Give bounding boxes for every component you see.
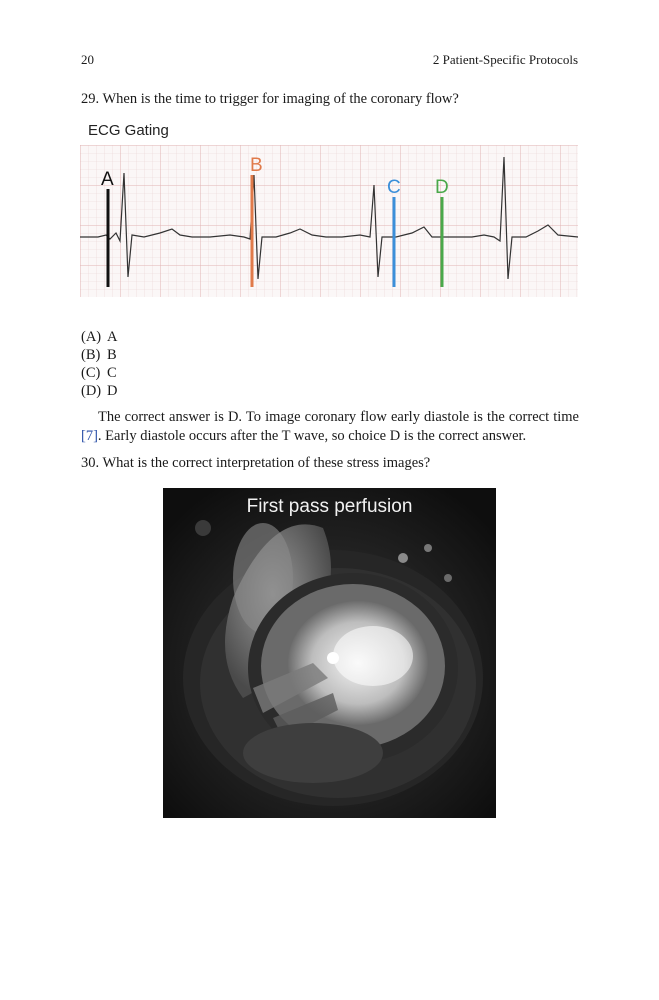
marker-label-d: D bbox=[435, 177, 449, 198]
mri-figure-title: First pass perfusion bbox=[246, 496, 413, 517]
marker-label-c: C bbox=[387, 177, 401, 198]
option-a: (A) A bbox=[81, 329, 118, 345]
option-d: (D) D bbox=[81, 383, 118, 399]
ecg-strip bbox=[80, 145, 578, 297]
ecg-gating-figure bbox=[80, 145, 578, 297]
answer-explanation: The correct answer is D. To image coronary flow early diastole is the correct time [7]. Early diastole occurs after the T wave, so choice D is the correct answer. bbox=[81, 409, 579, 444]
reference-link[interactable]: [7] bbox=[81, 428, 98, 444]
answer-options bbox=[81, 328, 117, 400]
page-number: 20 bbox=[81, 52, 94, 67]
question-29: 29. When is the time to trigger for imaging of the coronary flow? bbox=[81, 91, 459, 107]
option-b: (B) B bbox=[81, 347, 117, 363]
mri-scan bbox=[163, 488, 496, 818]
marker-label-a: A bbox=[101, 169, 114, 190]
perfusion-mri-image bbox=[163, 488, 496, 818]
option-c: (C) C bbox=[81, 365, 117, 381]
running-head: 2 Patient-Specific Protocols bbox=[432, 52, 578, 67]
question-30: 30. What is the correct interpretation of these stress images? bbox=[81, 455, 431, 471]
ecg-figure-title: ECG Gating bbox=[88, 122, 169, 139]
marker-label-b: B bbox=[250, 155, 263, 176]
